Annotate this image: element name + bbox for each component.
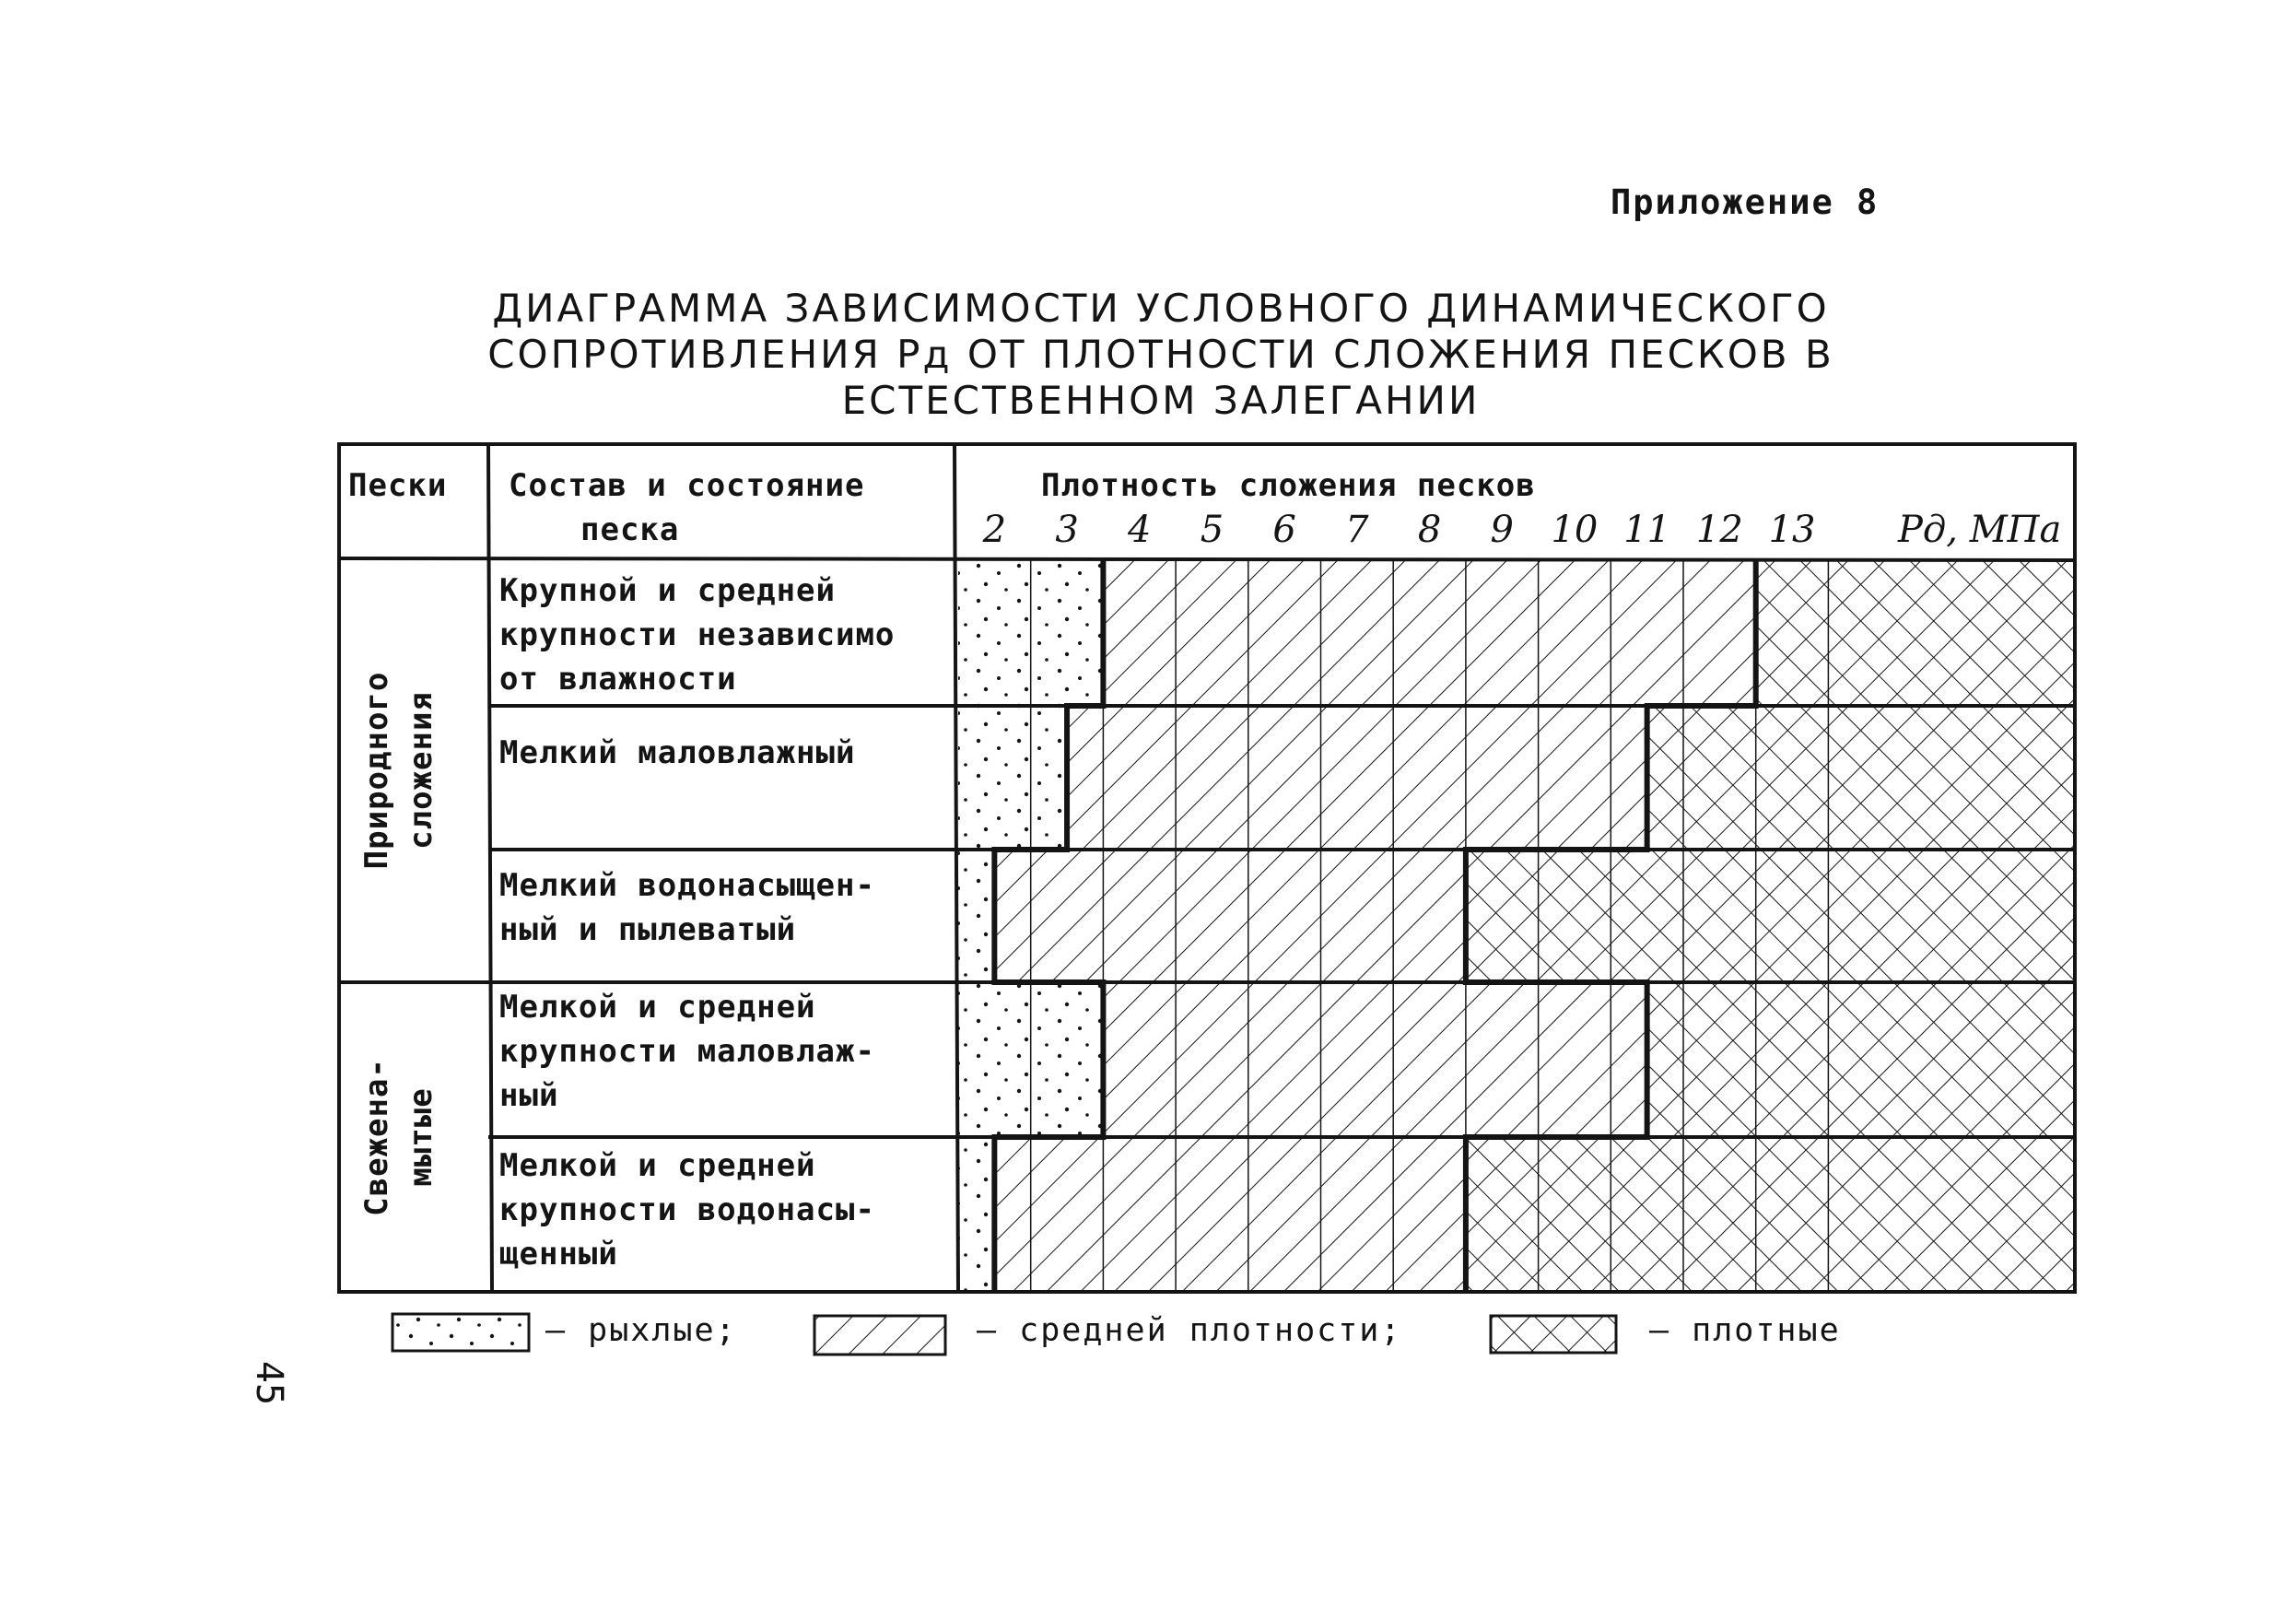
zone-dense: [1466, 1137, 2075, 1292]
row-description-line: Крупной и средней: [499, 572, 836, 609]
axis-tick-label: 10: [1551, 509, 1599, 551]
axis-tick-label: 12: [1695, 509, 1743, 551]
zone-loose: [958, 706, 1067, 850]
legend-dense-label: – плотные: [1649, 1312, 1841, 1349]
legend-medium-swatch: [814, 1316, 945, 1355]
legend-loose-swatch: [392, 1314, 529, 1351]
zone-dense: [1647, 706, 2075, 850]
axis-tick-label: 11: [1623, 509, 1671, 551]
group-washed-line-2: мытые: [403, 1087, 439, 1187]
row-description-line: ный: [499, 1077, 559, 1114]
row-description-line: щенный: [499, 1236, 618, 1273]
row-description-line: крупности маловлаж-: [499, 1033, 875, 1070]
row-description-line: Мелкий водонасыщен-: [499, 867, 875, 904]
legend-loose-label: – рыхлые;: [545, 1312, 737, 1349]
zone-dense: [1647, 982, 2075, 1137]
axis-tick-label: 5: [1200, 509, 1224, 551]
row-description-line: ный и пылеватый: [499, 911, 797, 948]
group-natural-line-1: Природного: [358, 671, 395, 870]
legend-dense-swatch: [1491, 1316, 1616, 1353]
group-natural-line-2: сложения: [403, 691, 439, 850]
row-description-line: Мелкой и средней: [499, 1147, 816, 1184]
zone-loose: [958, 1137, 994, 1292]
axis-tick-label: 13: [1768, 509, 1816, 551]
zone-medium: [1067, 706, 1647, 850]
title-line-3: ЕСТЕСТВЕННОМ ЗАЛЕГАНИИ: [841, 378, 1481, 423]
header-density: Плотность сложения песков: [1041, 467, 1536, 504]
title-line-1: ДИАГРАММА ЗАВИСИМОСТИ УСЛОВНОГО ДИНАМИЧЕСКОГО: [492, 286, 1830, 331]
page-number: 45: [248, 1360, 291, 1406]
zone-loose: [958, 850, 994, 982]
row-description-line: Мелкий маловлажный: [499, 734, 856, 771]
axis-tick-label: 4: [1128, 509, 1152, 551]
axis-tick-label: 8: [1417, 509, 1442, 551]
axis-tick-label: 6: [1272, 509, 1296, 551]
zone-medium: [994, 850, 1466, 982]
group-natural: [358, 672, 439, 870]
appendix-label: Приложение 8: [1611, 182, 1880, 222]
axis-tick-label: 2: [982, 509, 1007, 551]
axis-tick-label: 9: [1490, 509, 1514, 551]
axis-unit: Рд, МПа: [1898, 509, 2062, 551]
zone-medium: [1103, 558, 1755, 706]
row-description-line: Мелкой и средней: [499, 989, 816, 1026]
zone-medium: [994, 1137, 1466, 1292]
header-composition-line-1: Состав и состояние: [509, 467, 865, 504]
row-description-line: от влажности: [499, 661, 737, 698]
axis-tick-label: 7: [1345, 509, 1369, 551]
header-sands: Пески: [348, 467, 448, 504]
axis-tick-label: 3: [1055, 509, 1079, 551]
header-composition-line-2: песка: [580, 511, 680, 548]
row-description-line: крупности водонасы-: [499, 1191, 875, 1228]
zone-medium: [1103, 982, 1646, 1137]
row-description-line: крупности независимо: [499, 616, 896, 653]
legend-medium-label: – средней плотности;: [977, 1312, 1402, 1349]
zone-dense: [1466, 850, 2075, 982]
group-washed-line-1: Свежена-: [358, 1058, 395, 1216]
group-washed: [358, 1058, 439, 1216]
zone-dense: [1756, 558, 2075, 706]
title-line-2: СОПРОТИВЛЕНИЯ Рд ОТ ПЛОТНОСТИ СЛОЖЕНИЯ ПЕСКОВ В: [487, 332, 1834, 377]
